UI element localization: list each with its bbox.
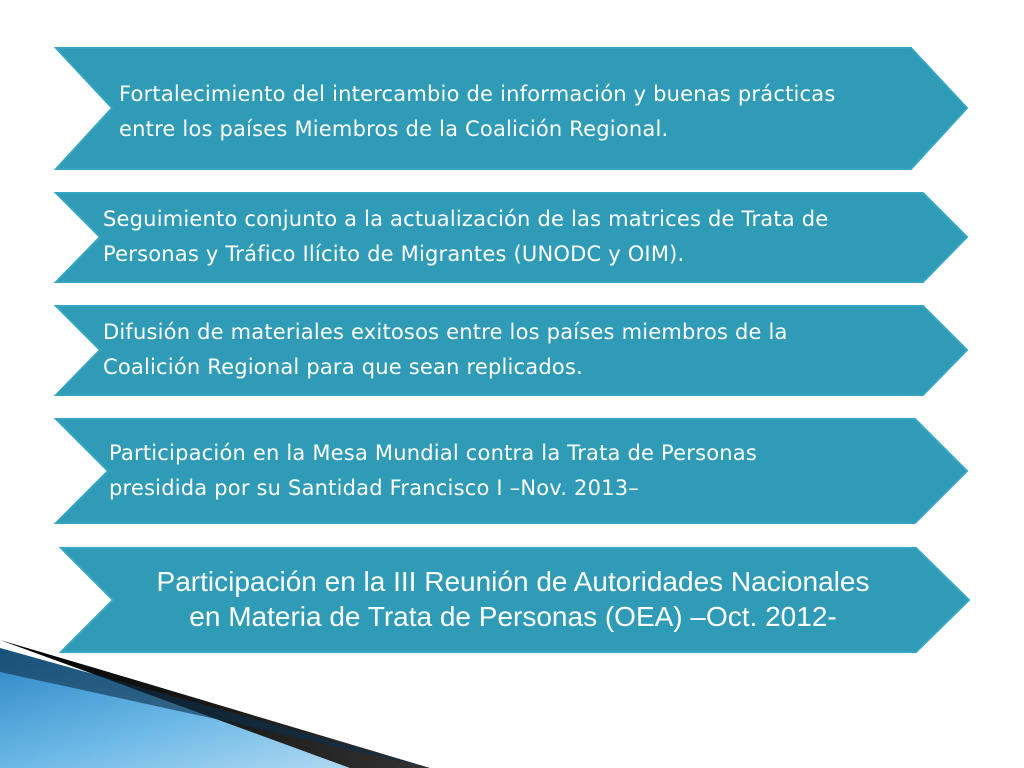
chevron-text-line: Coalición Regional para que sean replicados. xyxy=(103,355,583,379)
chevron-text-line: Participación en la III Reunión de Autoridades Nacionales xyxy=(156,566,870,597)
chevron-item-4 xyxy=(53,416,970,526)
chevron-text-line: Fortalecimiento del intercambio de información y buenas prácticas xyxy=(119,82,836,106)
chevron-item-5 xyxy=(58,545,972,655)
chevron-text xyxy=(119,77,836,147)
chevron-text xyxy=(113,564,913,634)
chevron-text-line: presidida por su Santidad Francisco I –Nov. 2013– xyxy=(109,476,640,500)
chevron-text-line: en Materia de Trata de Personas (OEA) –Oct. 2012- xyxy=(189,601,837,632)
chevron-text xyxy=(103,202,828,272)
chevron-text-line: Participación en la Mesa Mundial contra la Trata de Personas xyxy=(109,441,757,465)
chevron-item-3 xyxy=(53,303,970,398)
chevron-text-line: Personas y Tráfico Ilícito de Migrantes (UNODC y OIM). xyxy=(103,242,685,266)
chevron-text xyxy=(103,315,788,385)
chevron-text xyxy=(109,436,757,506)
chevron-text-line: Difusión de materiales exitosos entre los países miembros de la xyxy=(103,320,788,344)
chevron-text-line: entre los países Miembros de la Coalición Regional. xyxy=(119,117,669,141)
chevron-item-1 xyxy=(53,45,970,172)
chevron-text-line: Seguimiento conjunto a la actualización de las matrices de Trata de xyxy=(103,207,829,231)
chevron-item-2 xyxy=(53,190,970,285)
